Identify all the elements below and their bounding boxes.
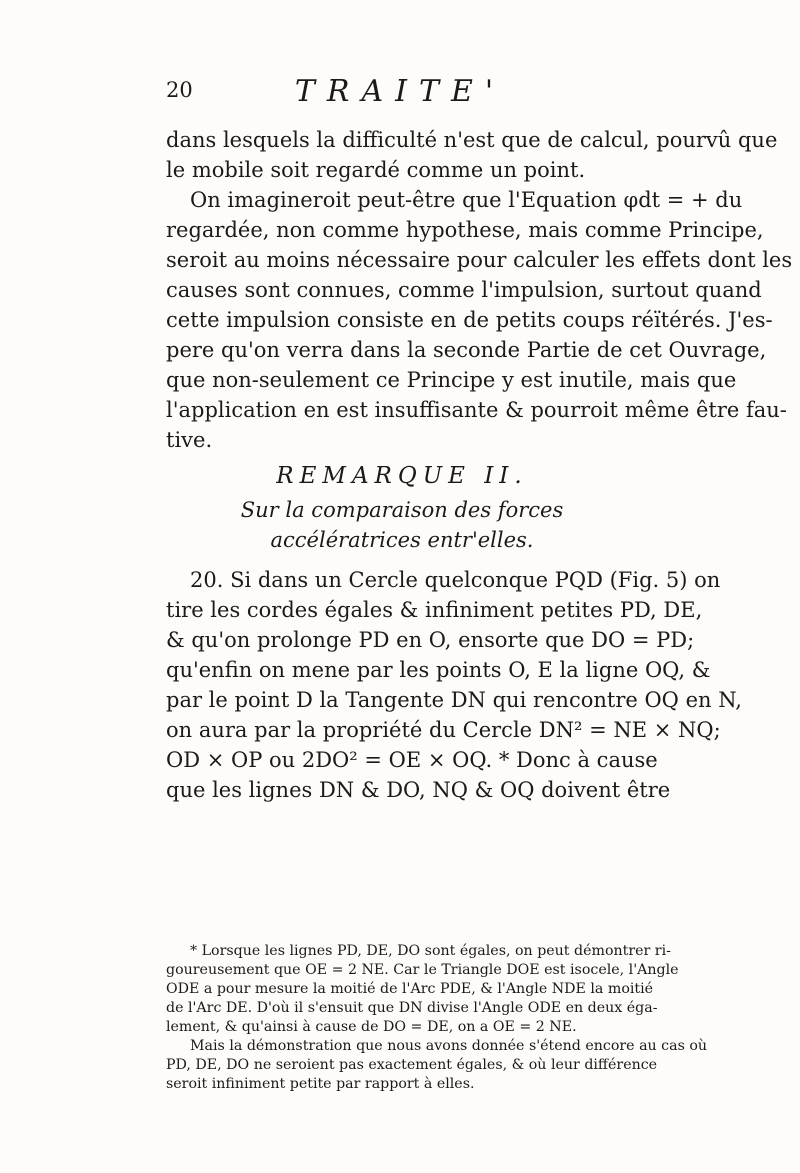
paragraph-1 bbox=[166, 125, 778, 185]
footnote-line: PD, DE, DO ne seroient pas exactement égales, & où leur différence bbox=[166, 1057, 658, 1073]
footnote-line: seroit infiniment petite par rapport à elles. bbox=[166, 1076, 475, 1092]
paragraph-3 bbox=[166, 565, 742, 805]
text-line: par le point D la Tangente DN qui rencontre OQ en N, bbox=[166, 688, 742, 712]
main-text bbox=[166, 125, 793, 805]
text-line: On imagineroit peut-être que l'Equation φdt = + du bbox=[190, 188, 743, 212]
text-line: tive. bbox=[166, 428, 213, 452]
page-header bbox=[0, 74, 800, 114]
text-line: qu'enfin on mene par les points O, E la ligne OQ, & bbox=[166, 658, 711, 682]
text-line: que les lignes DN & DO, NQ & OQ doivent être bbox=[166, 778, 671, 802]
footnote-line: Mais la démonstration que nous avons donnée s'étend encore au cas où bbox=[190, 1038, 708, 1054]
text-line: & qu'on prolonge PD en O, ensorte que DO = PD; bbox=[166, 628, 695, 652]
footnote-line: * Lorsque les lignes PD, DE, DO sont égales, on peut démontrer ri- bbox=[190, 943, 671, 959]
text-line: le mobile soit regardé comme un point. bbox=[166, 158, 586, 182]
footnote-line: de l'Arc DE. D'où il s'ensuit que DN divise l'Angle ODE en deux éga- bbox=[166, 1000, 658, 1016]
text-line: pere qu'on verra dans la seconde Partie de cet Ouvrage, bbox=[166, 338, 767, 362]
text-line: causes sont connues, comme l'impulsion, surtout quand bbox=[166, 278, 762, 302]
running-title: TRAITE' bbox=[294, 74, 506, 109]
section-heading: REMARQUE II. bbox=[276, 463, 528, 489]
text-line: on aura par la propriété du Cercle DN² = NE × NQ; bbox=[166, 718, 721, 742]
text-line: l'application en est insuffisante & pourroit même être fau- bbox=[166, 398, 787, 422]
text-line: 20. Si dans un Cercle quelconque PQD (Fig. 5) on bbox=[190, 568, 721, 592]
section-subheading: Sur la comparaison des forces accélératrices entr'elles. bbox=[240, 498, 564, 552]
text-line: dans lesquels la difficulté n'est que de calcul, pourvû que bbox=[166, 128, 778, 152]
text-line: que non-seulement ce Principe y est inutile, mais que bbox=[166, 368, 737, 392]
text-line: cette impulsion consiste en de petits coups réïtérés. J'es- bbox=[166, 308, 773, 332]
footnote-line: goureusement que OE = 2 NE. Car le Triangle DOE est isocele, l'Angle bbox=[166, 962, 679, 978]
text-line: OD × OP ou 2DO² = OE × OQ. * Donc à cause bbox=[166, 748, 658, 772]
paragraph-2 bbox=[166, 185, 793, 455]
text-line: regardée, non comme hypothese, mais comme Principe, bbox=[166, 218, 764, 242]
text-line: tire les cordes égales & infiniment petites PD, DE, bbox=[166, 598, 703, 622]
footnote-line: lement, & qu'ainsi à cause de DO = DE, on a OE = 2 NE. bbox=[166, 1019, 577, 1035]
footnote bbox=[166, 942, 708, 1094]
footnote-line: ODE a pour mesure la moitié de l'Arc PDE, & l'Angle NDE la moitié bbox=[166, 981, 654, 997]
text-line: seroit au moins nécessaire pour calculer les effets dont les bbox=[166, 248, 793, 272]
page-number: 20 bbox=[166, 78, 193, 102]
